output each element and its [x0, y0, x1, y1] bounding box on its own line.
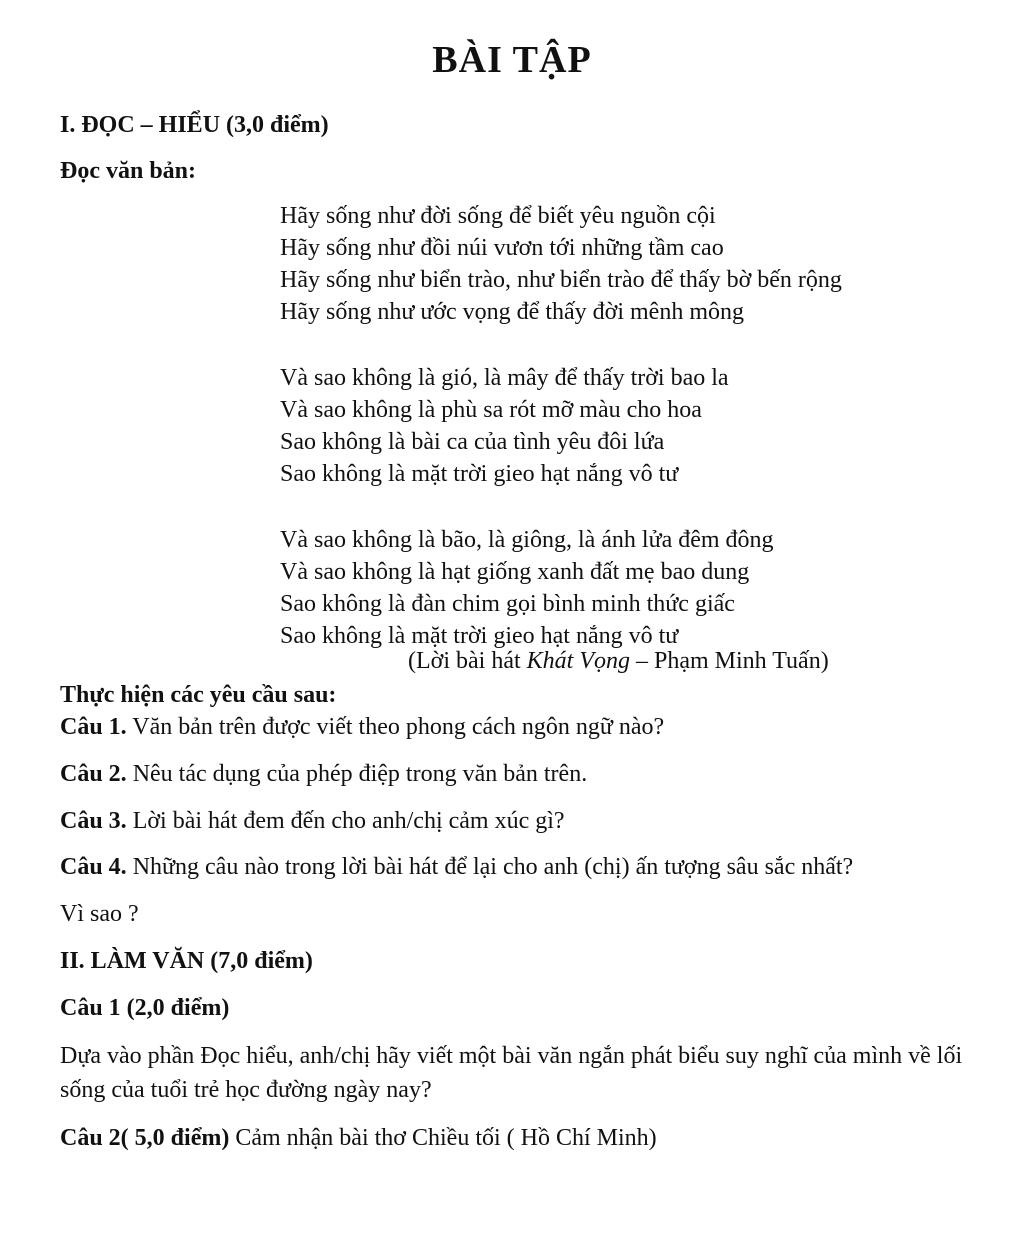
poem-line: Sao không là mặt trời gieo hạt nắng vô tư: [280, 623, 679, 649]
poem-line: Và sao không là phù sa rót mỡ màu cho hoa: [280, 397, 702, 423]
question-label: Câu 4.: [60, 854, 127, 880]
question-label: Câu 2.: [60, 761, 127, 787]
question-text: Những câu nào trong lời bài hát để lại cho anh (chị) ấn tượng sâu sắc nhất?: [126, 854, 854, 880]
section2-heading: II. LÀM VĂN (7,0 điểm): [60, 948, 313, 974]
question-label: Câu 1.: [60, 714, 127, 740]
poem-line: Sao không là bài ca của tình yêu đôi lứa: [280, 429, 665, 455]
poem-line: Và sao không là hạt giống xanh đất mẹ bao dung: [280, 559, 750, 585]
essay-2: [60, 1123, 657, 1153]
page-title: BÀI TẬP: [432, 39, 592, 81]
poem: [280, 201, 842, 687]
poem-verse-3: [280, 525, 842, 653]
essay-2-prompt: Cảm nhận bài thơ Chiều tối ( Hồ Chí Minh): [229, 1125, 657, 1151]
question-4: [60, 852, 853, 882]
song-credit: [408, 648, 829, 675]
poem-line: Hãy sống như ước vọng để thấy đời mênh mông: [280, 299, 745, 325]
question-4-continuation: Vì sao ?: [60, 901, 139, 927]
question-2: [60, 759, 587, 789]
question-3: [60, 806, 565, 836]
question-text: Văn bản trên được viết theo phong cách ngôn ngữ nào?: [126, 714, 665, 740]
poem-line: Hãy sống như biển trào, như biển trào để thấy bờ bến rộng: [280, 267, 842, 293]
essay-2-label: Câu 2( 5,0 điểm): [60, 1125, 230, 1151]
poem-line: Và sao không là bão, là giông, là ánh lửa đêm đông: [280, 527, 774, 553]
tasks-label: Thực hiện các yêu cầu sau:: [60, 682, 337, 708]
credit-suffix: – Phạm Minh Tuấn): [630, 648, 829, 674]
poem-line: Và sao không là gió, là mây để thấy trời bao la: [280, 365, 729, 391]
essay-1-label: Câu 1 (2,0 điểm): [60, 995, 230, 1021]
poem-line: Hãy sống như đời sống để biết yêu nguồn cội: [280, 203, 716, 229]
section1-heading: I. ĐỌC – HIỂU (3,0 điểm): [60, 112, 329, 138]
poem-line: Hãy sống như đồi núi vươn tới những tầm cao: [280, 235, 724, 261]
question-label: Câu 3.: [60, 808, 127, 834]
question-1: [60, 712, 664, 742]
poem-line: Sao không là mặt trời gieo hạt nắng vô tư: [280, 461, 679, 487]
credit-prefix: (Lời bài hát: [408, 648, 527, 674]
question-text: Nêu tác dụng của phép điệp trong văn bản trên.: [126, 761, 588, 787]
read-label: Đọc văn bản:: [60, 158, 197, 184]
credit-song-title: Khát Vọng: [526, 648, 630, 674]
question-text: Lời bài hát đem đến cho anh/chị cảm xúc gì?: [126, 808, 565, 834]
essay-1-prompt: Dựa vào phần Đọc hiểu, anh/chị hãy viết một bài văn ngắn phát biểu suy nghĩ của mình về lối sống của tuổi trẻ học đường ngày nay?: [60, 1043, 963, 1103]
poem-line: Sao không là đàn chim gọi bình minh thức giấc: [280, 591, 735, 617]
poem-verse-2: [280, 363, 842, 491]
poem-verse-1: [280, 201, 842, 329]
